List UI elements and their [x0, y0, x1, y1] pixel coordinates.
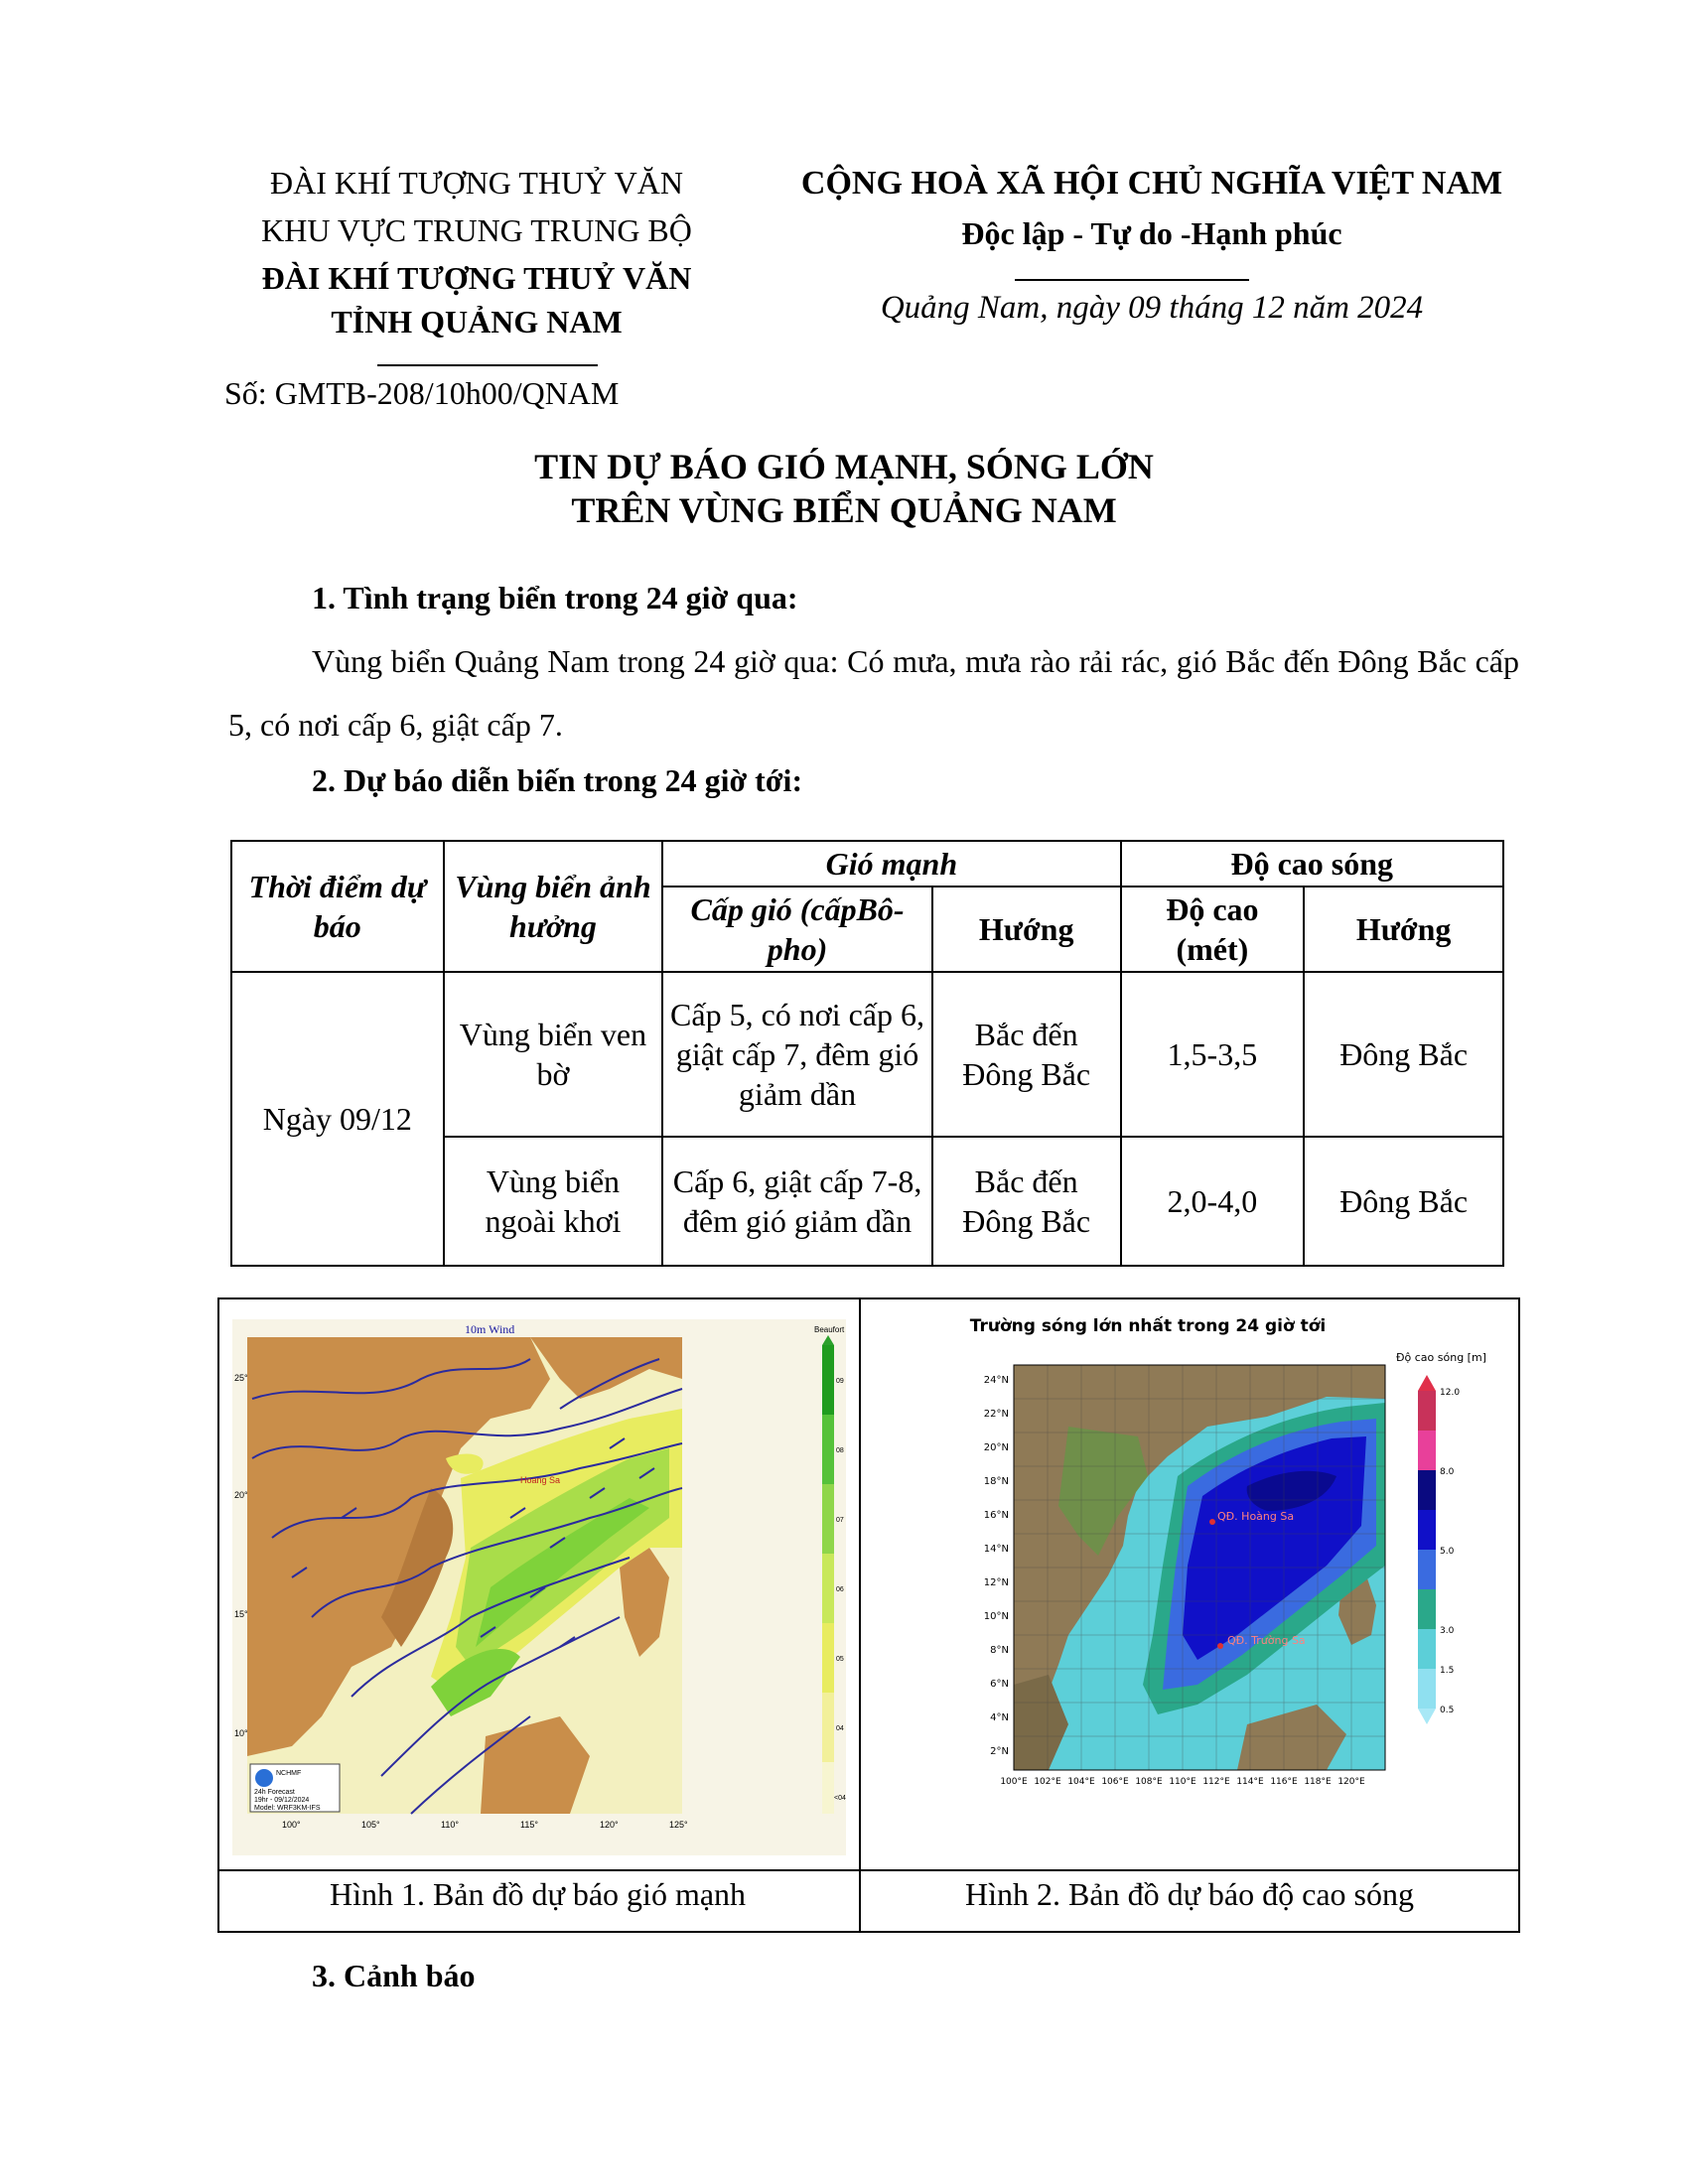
lon-tick: 102°E	[1034, 1777, 1061, 1787]
wave-scale-tick: 8.0	[1440, 1467, 1455, 1477]
lon-tick: 100°	[282, 1820, 301, 1830]
header-area: Vùng biển ảnh hưởng	[444, 841, 663, 972]
scale-tick: 07	[836, 1517, 844, 1524]
issue-date: Quảng Nam, ngày 09 tháng 12 năm 2024	[880, 290, 1424, 326]
national-header	[755, 159, 1549, 258]
lat-tick: 20°N	[983, 1442, 1009, 1453]
hoangsa-marker-icon	[1209, 1519, 1215, 1525]
lat-tick: 24°N	[983, 1375, 1009, 1386]
lon-tick: 120°	[600, 1820, 619, 1830]
lon-tick: 104°E	[1067, 1777, 1095, 1787]
lat-tick: 22°N	[983, 1409, 1009, 1420]
lon-tick: 110°E	[1169, 1777, 1196, 1787]
wind-map-title: 10m Wind	[465, 1322, 515, 1336]
wave-scale-tick: 1.5	[1440, 1666, 1455, 1676]
agency-line1: ĐÀI KHÍ TƯỢNG THUỶ VĂN	[270, 165, 683, 201]
forecast-line: 19hr - 09/12/2024	[254, 1797, 310, 1804]
row-wind-direction: Bắc đến Đông Bắc	[932, 972, 1121, 1137]
row-wind-direction: Bắc đến Đông Bắc	[932, 1137, 1121, 1266]
figure2-caption: Hình 2. Bản đồ dự báo độ cao sóng	[965, 1876, 1414, 1912]
lat-tick: 14°N	[983, 1544, 1009, 1555]
wind-forecast-map	[232, 1319, 846, 1855]
header-wave: Độ cao sóng	[1121, 841, 1503, 887]
table-row	[231, 972, 1503, 1137]
agency-underline	[377, 364, 598, 366]
row-area: Vùng biển ngoài khơi	[444, 1137, 663, 1266]
lon-tick: 115°	[520, 1820, 538, 1830]
figure-divider	[859, 1299, 861, 1931]
nchmf-logo-text: NCHMF	[276, 1770, 302, 1777]
lat-tick: 12°N	[983, 1577, 1009, 1588]
row-area: Vùng biển ven bờ	[444, 972, 663, 1137]
scale-label: Beaufort	[814, 1325, 845, 1334]
scale-tick: 06	[836, 1586, 844, 1593]
header-wind-level: Cấp gió (cấpBô-pho)	[662, 887, 932, 972]
hoangsa-label: Hoang Sa	[520, 1475, 561, 1485]
lon-tick: 105°	[361, 1820, 380, 1830]
forecast-line: Model: WRF3KM-IFS	[254, 1805, 321, 1812]
section3-heading: 3. Cảnh báo	[312, 1958, 476, 1993]
header-wave-height: Độ cao (mét)	[1121, 887, 1305, 972]
nchmf-logo-icon	[255, 1769, 273, 1787]
scale-tick: 09	[836, 1378, 844, 1385]
lat-tick: 6°N	[990, 1679, 1009, 1690]
section1-heading: 1. Tình trạng biển trong 24 giờ qua:	[312, 580, 798, 615]
wave-scale-tick: 0.5	[1440, 1706, 1455, 1715]
lon-tick: 112°E	[1202, 1777, 1230, 1787]
title-line1: TIN DỰ BÁO GIÓ MẠNH, SÓNG LỚN	[534, 447, 1154, 486]
document-title	[199, 445, 1489, 532]
lon-tick: 110°	[441, 1820, 459, 1830]
scale-tick: <04	[834, 1795, 846, 1802]
section1-text: Vùng biển Quảng Nam trong 24 giờ qua: Có mưa, mưa rào rải rác, gió Bắc đến Đông Bắc cấp 5, có nơi cấp 6, giật cấp 7.	[228, 643, 1519, 743]
agency-line3: ĐÀI KHÍ TƯỢNG THUỶ VĂN	[261, 260, 692, 296]
lat-tick: 10°	[234, 1728, 248, 1738]
lat-tick: 8°N	[990, 1645, 1009, 1656]
forecast-line: 24h Forecast	[254, 1789, 295, 1796]
lon-tick: 118°E	[1304, 1777, 1332, 1787]
row-wind-level: Cấp 6, giật cấp 7-8, đêm gió giảm dần	[662, 1137, 932, 1266]
lat-tick: 2°N	[990, 1746, 1009, 1757]
lat-tick: 25°	[234, 1373, 248, 1383]
lon-tick: 108°E	[1135, 1777, 1163, 1787]
document-number: Số: GMTB-208/10h00/QNAM	[224, 375, 620, 411]
agency-line2: KHU VỰC TRUNG TRUNG BỘ	[261, 212, 692, 248]
header-wind: Gió mạnh	[662, 841, 1120, 887]
forecast-date: Ngày 09/12	[231, 972, 444, 1266]
lon-tick: 106°E	[1101, 1777, 1129, 1787]
header-wind-direction: Hướng	[932, 887, 1121, 972]
figure1-caption: Hình 1. Bản đồ dự báo gió mạnh	[329, 1876, 747, 1912]
row-wave-height: 1,5-3,5	[1121, 972, 1305, 1137]
truongsa-label: QĐ. Trường Sa	[1227, 1634, 1306, 1647]
figure-caption-divider	[219, 1869, 1518, 1871]
wave-scale-tick: 12.0	[1440, 1388, 1461, 1398]
header-time: Thời điểm dự báo	[231, 841, 444, 972]
header-wave-direction: Hướng	[1304, 887, 1503, 972]
wave-map-title: Trường sóng lớn nhất trong 24 giờ tới	[969, 1316, 1327, 1336]
wave-height-map	[949, 1307, 1486, 1814]
forecast-table	[230, 840, 1504, 1267]
lon-tick: 100°E	[1000, 1777, 1028, 1787]
row-wave-direction: Đông Bắc	[1304, 1137, 1503, 1266]
agency-header	[199, 159, 755, 341]
scale-tick: 08	[836, 1447, 844, 1454]
lat-tick: 15°	[234, 1609, 248, 1619]
section2-heading: 2. Dự báo diễn biến trong 24 giờ tới:	[312, 762, 803, 798]
row-wave-height: 2,0-4,0	[1121, 1137, 1305, 1266]
wave-scale-tick: 3.0	[1440, 1626, 1455, 1636]
lon-tick: 125°	[669, 1820, 688, 1830]
lon-tick: 116°E	[1270, 1777, 1298, 1787]
motto-underline	[1015, 279, 1249, 281]
national-name: CỘNG HOÀ XÃ HỘI CHỦ NGHĨA VIỆT NAM	[800, 165, 1503, 202]
lat-tick: 10°N	[983, 1611, 1009, 1622]
row-wave-direction: Đông Bắc	[1304, 972, 1503, 1137]
national-motto: Độc lập - Tự do -Hạnh phúc	[961, 215, 1342, 251]
lon-tick: 114°E	[1236, 1777, 1264, 1787]
title-line2: TRÊN VÙNG BIỂN QUẢNG NAM	[571, 490, 1117, 530]
lat-tick: 4°N	[990, 1712, 1009, 1723]
lon-tick: 120°E	[1337, 1777, 1365, 1787]
truongsa-marker-icon	[1217, 1643, 1223, 1649]
scale-tick: 05	[836, 1656, 844, 1663]
lat-tick: 16°N	[983, 1510, 1009, 1521]
wave-scale-tick: 5.0	[1440, 1547, 1455, 1557]
hoangsa-label: QĐ. Hoàng Sa	[1217, 1510, 1295, 1523]
row-wind-level: Cấp 5, có nơi cấp 6, giật cấp 7, đêm gió giảm dần	[662, 972, 932, 1137]
figure-table	[217, 1297, 1520, 1933]
lat-tick: 20°	[234, 1490, 248, 1500]
lat-tick: 18°N	[983, 1476, 1009, 1487]
wave-scale-title: Độ cao sóng [m]	[1396, 1351, 1486, 1364]
scale-tick: 04	[836, 1725, 844, 1732]
agency-line4: TỈNH QUẢNG NAM	[331, 304, 623, 340]
